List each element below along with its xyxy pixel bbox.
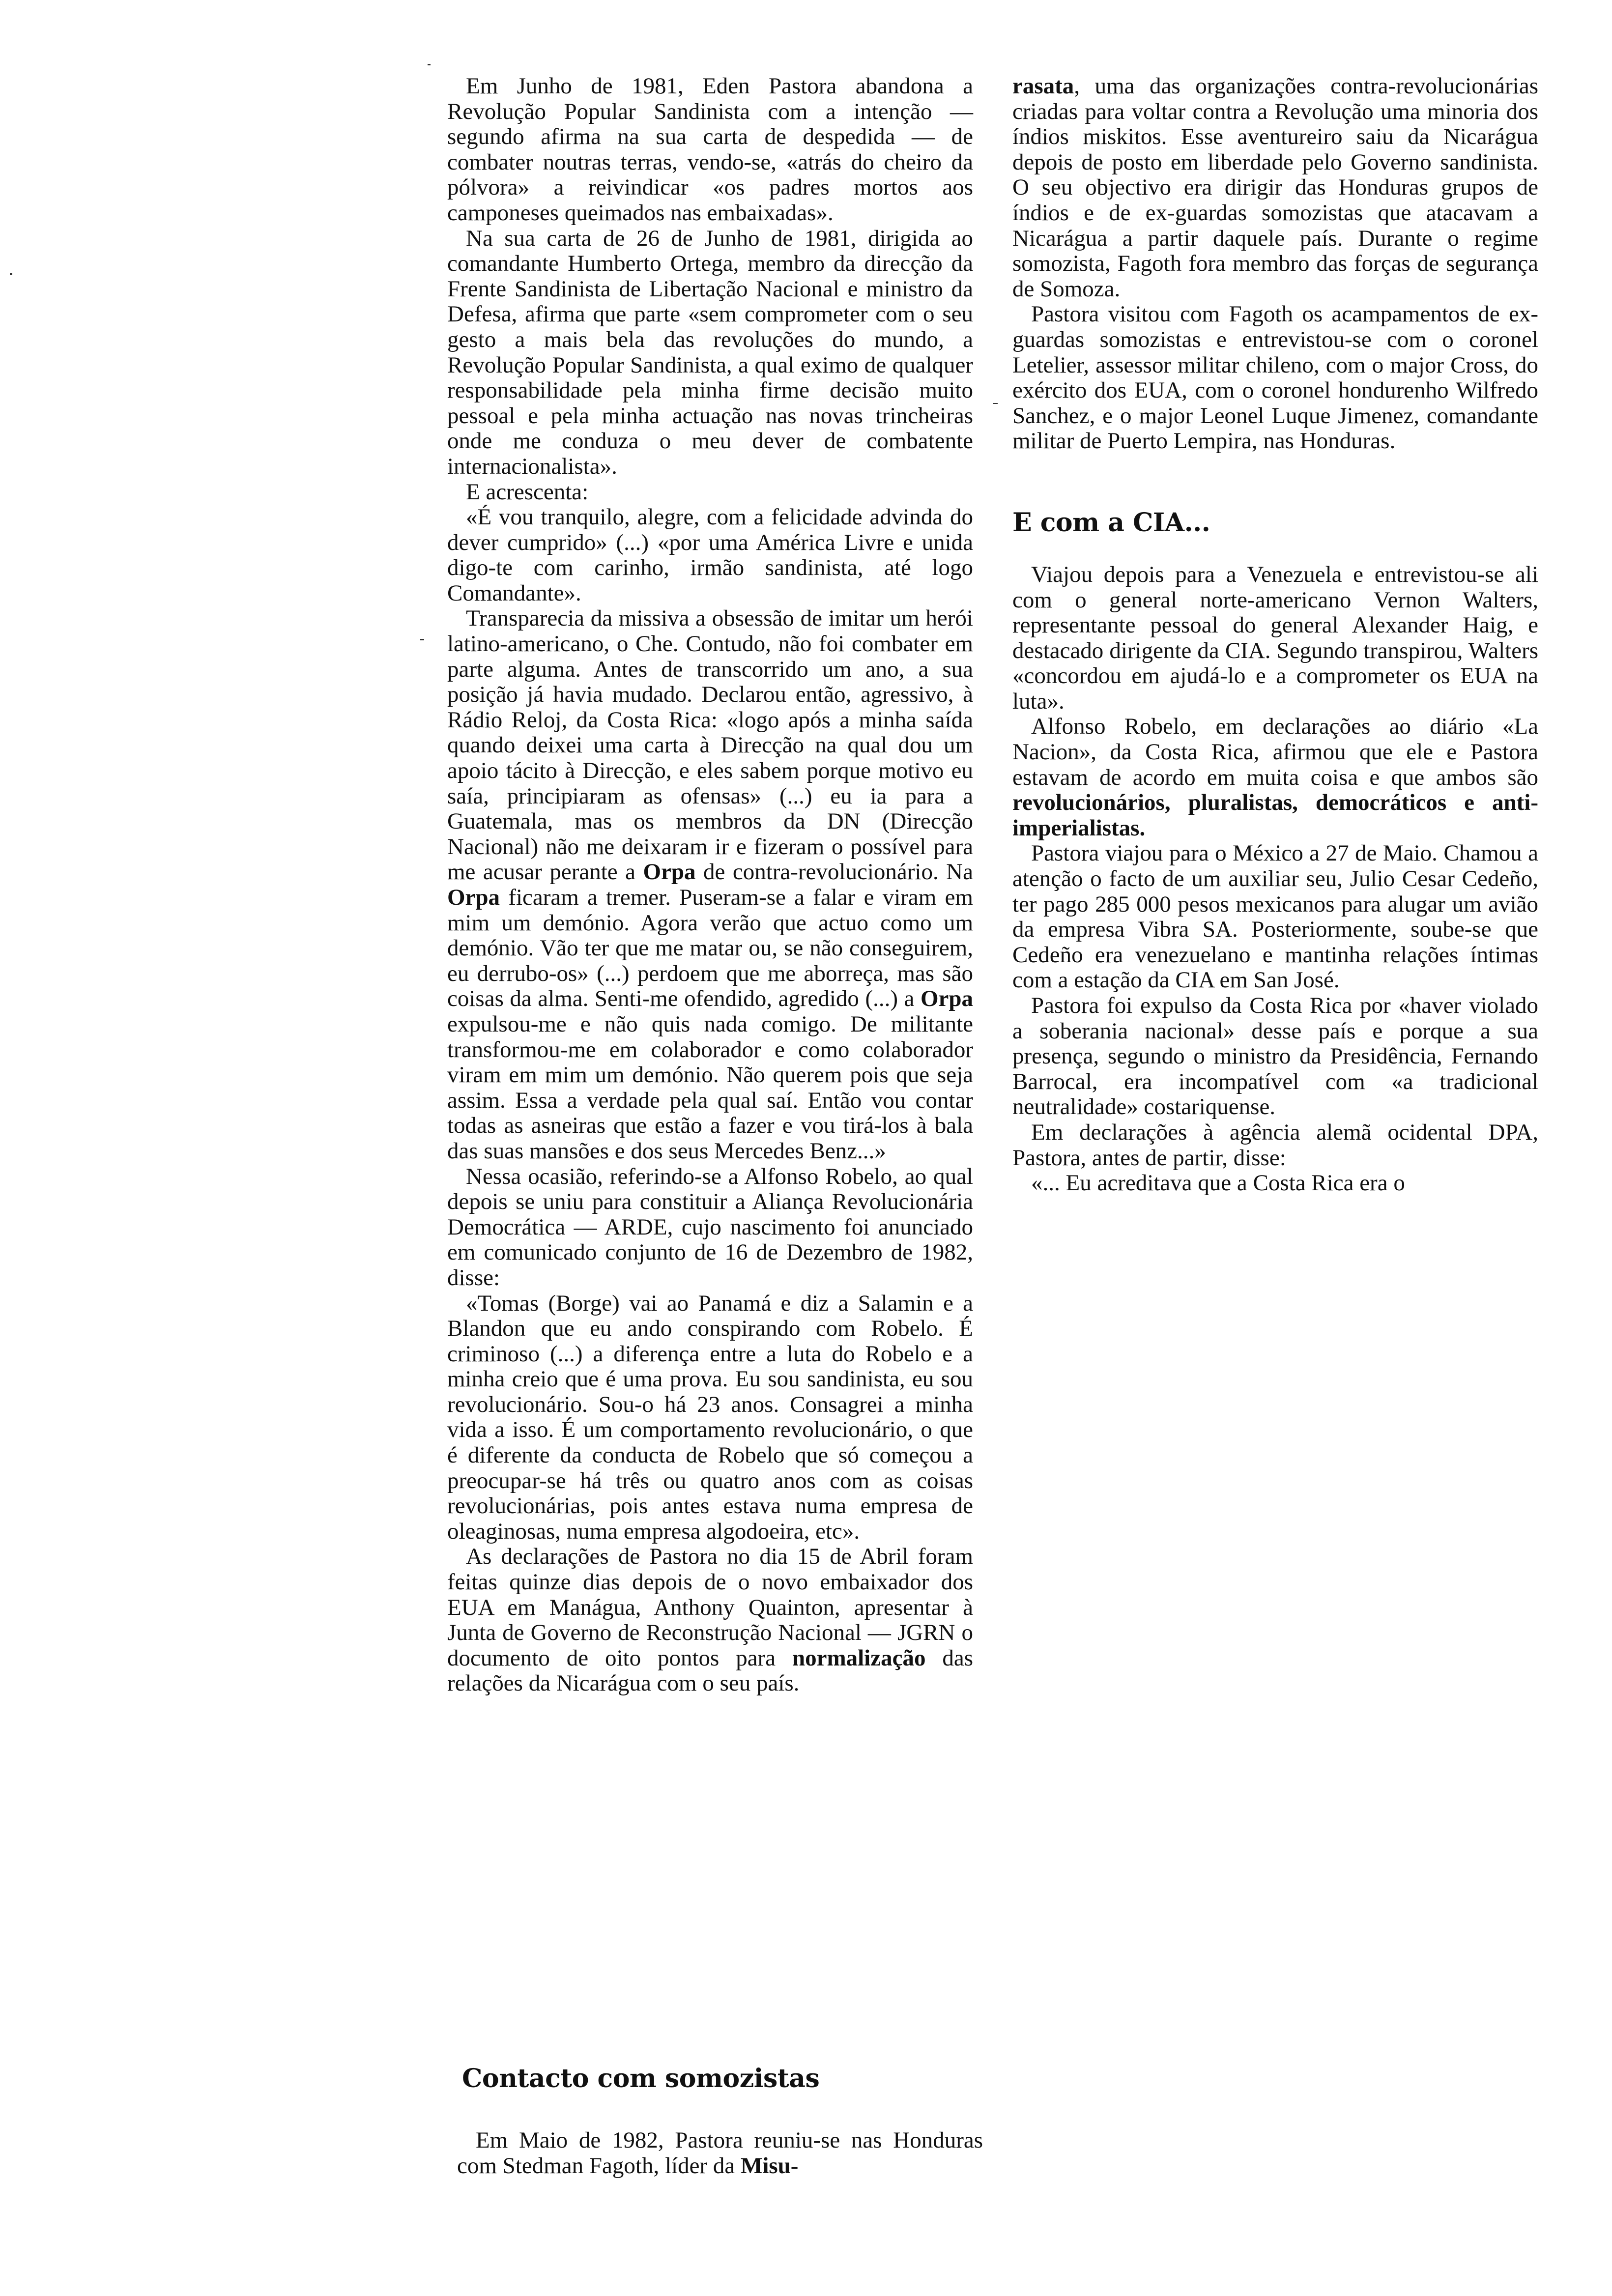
bold-term-orpa: Orpa <box>643 859 696 885</box>
paragraph <box>447 1544 973 1696</box>
paragraph <box>447 606 973 1164</box>
text-run: ficaram a tremer. Puseram-se a falar e viram em mim um demónio. Agora verão que actuo como um demónio. Vão ter que me matar ou, se não conseguirem, eu derrubo-os» (...) perdoem que me aborreça, mas são coisas da alma. Senti-me ofendido, agredido (...) a <box>447 885 973 1012</box>
text-run: As declarações de Pastora no dia 15 de Abril foram feitas quinze dias depois de o novo embaixador dos EUA em Manágua, Anthony Quainton, apresentar à Junta de Governo de Reconstrução Nacional — JGRN o documento de oito pontos para <box>447 1544 973 1671</box>
text-run: Alfonso Robelo, em declarações ao diário «La Nacion», da Costa Rica, afirmou que ele e Pastora estavam de acordo em muita coisa e que ambos são <box>1012 714 1538 790</box>
left-column <box>447 74 973 1696</box>
bold-term-orpa: Orpa <box>920 986 974 1012</box>
scan-speck <box>10 273 12 275</box>
paragraph: Em Junho de 1981, Eden Pastora abandona a Revolução Popular Sandinista com a intenção — segundo afirma na sua carta de despedida — de combater noutras terras, vendo-se, «atrás do cheiro da pólvora» a reivindicar «os padres mortos aos camponeses queimados nas embaixadas». <box>447 73 973 226</box>
text-run: das relações da Nicarágua com o seu país. <box>447 1645 974 1696</box>
subheading-e-com-a-cia: E com a CIA... <box>1012 507 1210 538</box>
text-run: , uma das organizações contra-revolucionárias criadas para voltar contra a Revolução uma minoria dos índios miskitos. Esse aventureiro saiu da Nicarágua depois de posto em liberdade pelo Governo sandinista. O seu objectivo era dirigir das Honduras grupos de índios e de ex-guardas somozistas que atacavam a Nicarágua a partir daquele país. Durante o regime somozista, Fagoth fora membro das forças de segurança de Somoza. <box>1012 73 1538 302</box>
scan-speck <box>428 64 431 65</box>
paragraph: Viajou depois para a Venezuela e entrevistou-se ali com o general norte-americano Vernon Walters, representante pessoal do general Alexander Haig, e destacado dirigente da CIA. Segundo transpirou, Walters «concordou em ajudá-lo e a comprometer os EUA na luta». <box>1012 561 1538 714</box>
text-run: de contra-revolucionário. Na <box>703 859 973 885</box>
bold-phrase: revolucionários, pluralistas, democráticos e anti-imperialistas. <box>1012 790 1538 841</box>
bold-term-normalizacao: normalização <box>792 1645 926 1671</box>
paragraph: Pastora visitou com Fagoth os acampamentos de ex-guardas somozistas e entrevistou-se com o coronel Letelier, assessor militar chileno, com o major Cross, do exército dos EUA, com o coronel hondurenho Wilfredo Sanchez, e o major Leonel Luque Jimenez, comandante militar de Puerto Lempira, nas Honduras. <box>1012 301 1538 454</box>
right-column <box>1012 74 1538 1196</box>
text-run: Em Maio de 1982, Pastora reuniu-se nas Honduras com Stedman Fagoth, líder da <box>457 2127 983 2179</box>
subheading-contacto-com-somozistas: Contacto com somozistas <box>462 2064 820 2094</box>
paragraph: Em declarações à agência alemã ocidental DPA, Pastora, antes de partir, disse: <box>1012 1119 1538 1171</box>
paragraph: Nessa ocasião, referindo-se a Alfonso Robelo, ao qual depois se uniu para constituir a Aliança Revolucionária Democrática — ARDE, cujo nascimento foi anunciado em comunicado conjunto de 16 de Dezembro de 1982, disse: <box>447 1163 973 1291</box>
paragraph <box>457 2128 983 2179</box>
scan-speck <box>420 639 424 640</box>
paragraph: Pastora viajou para o México a 27 de Maio. Chamou a atenção o facto de um auxiliar seu, Julio Cesar Cedeño, ter pago 285 000 pesos mexicanos para alugar um avião da empresa Vibra SA. Posteriormente, soube-se que Cedeño era venezuelano e mantinha relações íntimas com a estação da CIA em San José. <box>1012 840 1538 993</box>
quote-paragraph: «... Eu acreditava que a Costa Rica era o <box>1031 1170 1405 1196</box>
bold-term-orpa: Orpa <box>447 885 500 910</box>
left-column-bottom <box>457 2128 983 2179</box>
quote-paragraph: «É vou tranquilo, alegre, com a felicidade advinda do dever cumprido» (...) «por uma América Livre e unida digo-te com carinho, irmão sandinista, até logo Comandante». <box>447 504 973 606</box>
bold-term-misurasata: Misu- <box>740 2152 799 2179</box>
bold-term-misurasata: rasata <box>1012 73 1074 99</box>
scan-speck <box>993 403 998 404</box>
paragraph <box>1012 74 1538 302</box>
text-run: Transparecia da missiva a obsessão de imitar um herói latino-americano, o Che. Contudo, não foi combater em parte alguma. Antes de transcorrido um ano, a sua posição já havia mudado. Declarou então, agressivo, à Rádio Reloj, da Costa Rica: «logo após a minha saída quando deixei uma carta à Direcção na qual dou um apoio tácito à Direcção, e eles sabem porque motivo eu saía, principiaram as ofensas» (...) eu ia para a Guatemala, mas os membros da DN (Direcção Nacional) não me deixaram ir e fizeram o possível para me acusar perante a <box>447 605 973 885</box>
text-run: expulsou-me e não quis nada comigo. De militante transformou-me em colaborador e como colaborador viram em mim um demónio. Não querem pois que seja assim. Essa a verdade pela qual saí. Então vou contar todas as asneiras que estão a fazer e vou tirá-los à bala das suas mansões e dos seus Mercedes Benz...» <box>447 1011 973 1164</box>
paragraph <box>1012 714 1538 841</box>
quote-paragraph: «Tomas (Borge) vai ao Panamá e diz a Salamin e a Blandon que eu ando conspirando com Robelo. É criminoso (...) a diferença entre a luta do Robelo e a minha creio que é uma prova. Eu sou sandinista, eu sou revolucionário. Sou-o há 23 anos. Consagrei a minha vida a isso. É um comportamento revolucionário, o que é diferente da conducta de Robelo que só começou a preocupar-se há três ou quatro anos com as coisas revolucionárias, pois antes estava numa empresa de oleaginosas, numa empresa algodoeira, etc». <box>447 1290 973 1544</box>
paragraph: E acrescenta: <box>466 479 589 505</box>
paragraph: Pastora foi expulso da Costa Rica por «haver violado a soberania nacional» desse país e porque a sua presença, segundo o ministro da Presidência, Fernando Barrocal, era incompatível com «a tradicional neutralidade» costariquense. <box>1012 993 1538 1120</box>
paragraph: Na sua carta de 26 de Junho de 1981, dirigida ao comandante Humberto Ortega, membro da direcção da Frente Sandinista de Libertação Nacional e ministro da Defesa, afirma que parte «sem comprometer com o seu gesto a mais bela das revoluções do mundo, a Revolução Popular Sandinista, a qual eximo de qualquer responsabilidade pela minha firme decisão muito pessoal e pela minha actuação nas novas trincheiras onde me conduza o meu dever de combatente internacionalista». <box>447 225 973 479</box>
